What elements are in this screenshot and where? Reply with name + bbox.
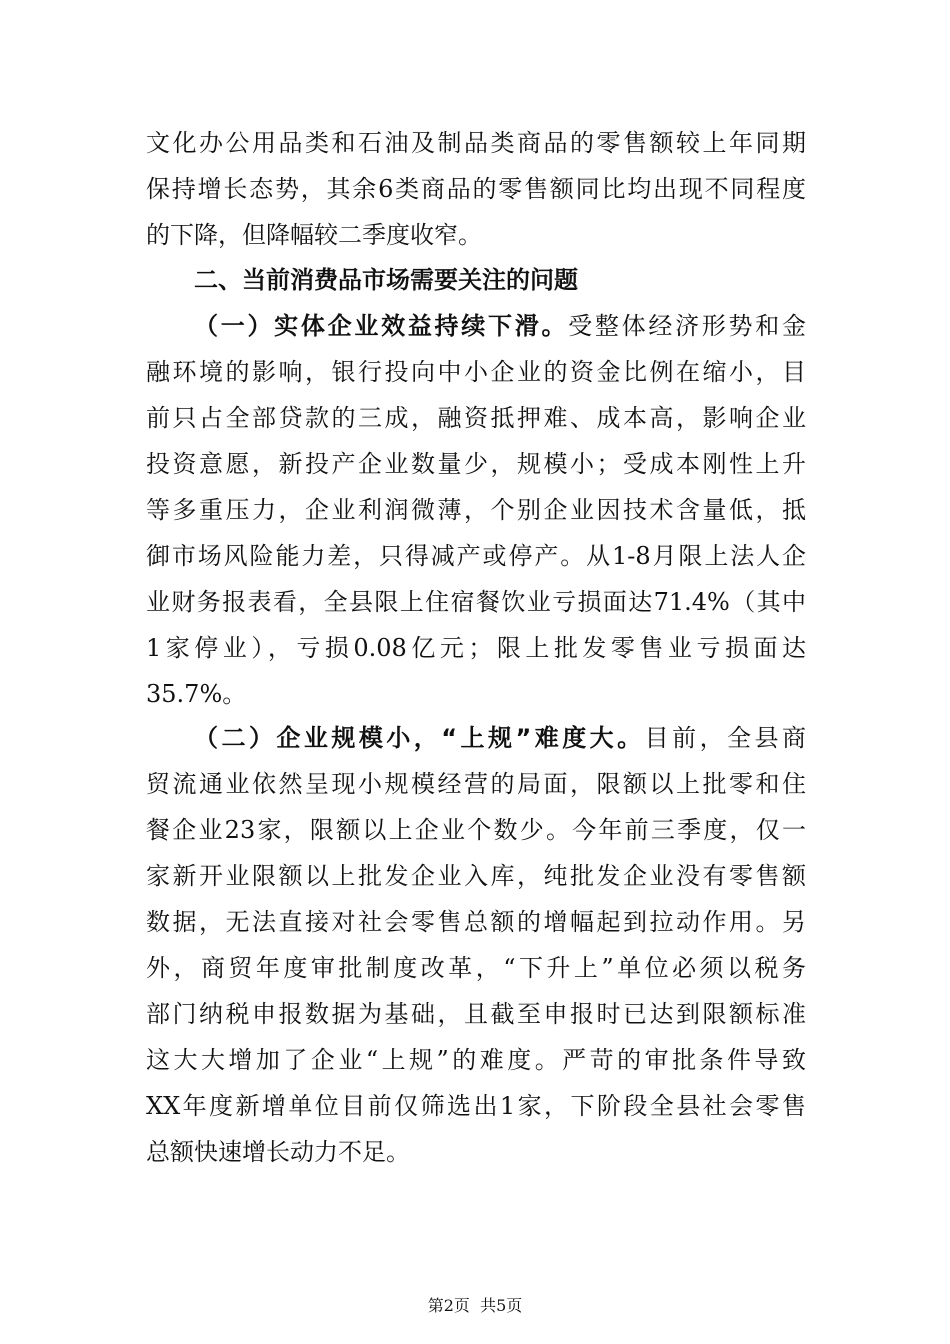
page-footer — [0, 1296, 950, 1316]
body-text-line: 数据，无法直接对社会零售总额的增幅起到拉动作用。另 — [146, 908, 806, 936]
page-total: 共5页 — [480, 1296, 523, 1315]
paragraph-first-line — [194, 311, 806, 341]
body-text-line: 部门纳税申报数据为基础，且截至申报时已达到限额标准 — [146, 1000, 806, 1028]
body-text-line: 投资意愿，新投产企业数量少，规模小；受成本刚性上升 — [146, 450, 806, 478]
body-text-line: 御市场风险能力差，只得减产或停产。从1-8月限上法人企 — [146, 542, 806, 570]
body-text-line: 的下降，但降幅较二季度收窄。 — [146, 221, 482, 249]
body-text-line: 贸流通业依然呈现小规模经营的局面，限额以上批零和住 — [146, 770, 806, 798]
body-text-line: 餐企业23家，限额以上企业个数少。今年前三季度，仅一 — [146, 816, 806, 844]
page-number: 第2页 — [427, 1296, 470, 1315]
body-text-line: 35.7%。 — [146, 680, 247, 708]
body-text-line: 前只占全部贷款的三成，融资抵押难、成本高，影响企业 — [146, 404, 806, 432]
body-text-line: 业财务报表看，全县限上住宿餐饮业亏损面达71.4%（其中 — [146, 588, 806, 616]
body-text-line: 家新开业限额以上批发企业入库，纯批发企业没有零售额 — [146, 862, 806, 890]
body-text-line: 保持增长态势，其余6类商品的零售额同比均出现不同程度 — [146, 175, 806, 203]
paragraph-lead-heading: （一）实体企业效益持续下滑。 — [194, 312, 569, 340]
body-text-line: 1家停业），亏损0.08亿元；限上批发零售业亏损面达 — [146, 634, 806, 662]
body-text-line: 文化办公用品类和石油及制品类商品的零售额较上年同期 — [146, 129, 806, 157]
paragraph-first-text: 受整体经济形势和金 — [568, 312, 807, 340]
body-text-line: XX年度新增单位目前仅筛选出1家，下阶段全县社会零售 — [146, 1092, 806, 1120]
body-text-line: 这大大增加了企业“上规”的难度。严苛的审批条件导致 — [146, 1046, 806, 1074]
body-text-line: 等多重压力，企业利润微薄，个别企业因技术含量低，抵 — [146, 496, 806, 524]
paragraph-first-text: 目前，全县商 — [644, 724, 807, 752]
body-text-line: 融环境的影响，银行投向中小企业的资金比例在缩小，目 — [146, 358, 806, 386]
body-text-line: 外，商贸年度审批制度改革，“下升上”单位必须以税务 — [146, 954, 806, 982]
paragraph-lead-heading: （二）企业规模小，“上规”难度大。 — [194, 724, 645, 752]
section-heading: 二、当前消费品市场需要关注的问题 — [194, 266, 578, 294]
body-text-line: 总额快速增长动力不足。 — [146, 1138, 410, 1166]
paragraph-first-line — [194, 723, 806, 753]
